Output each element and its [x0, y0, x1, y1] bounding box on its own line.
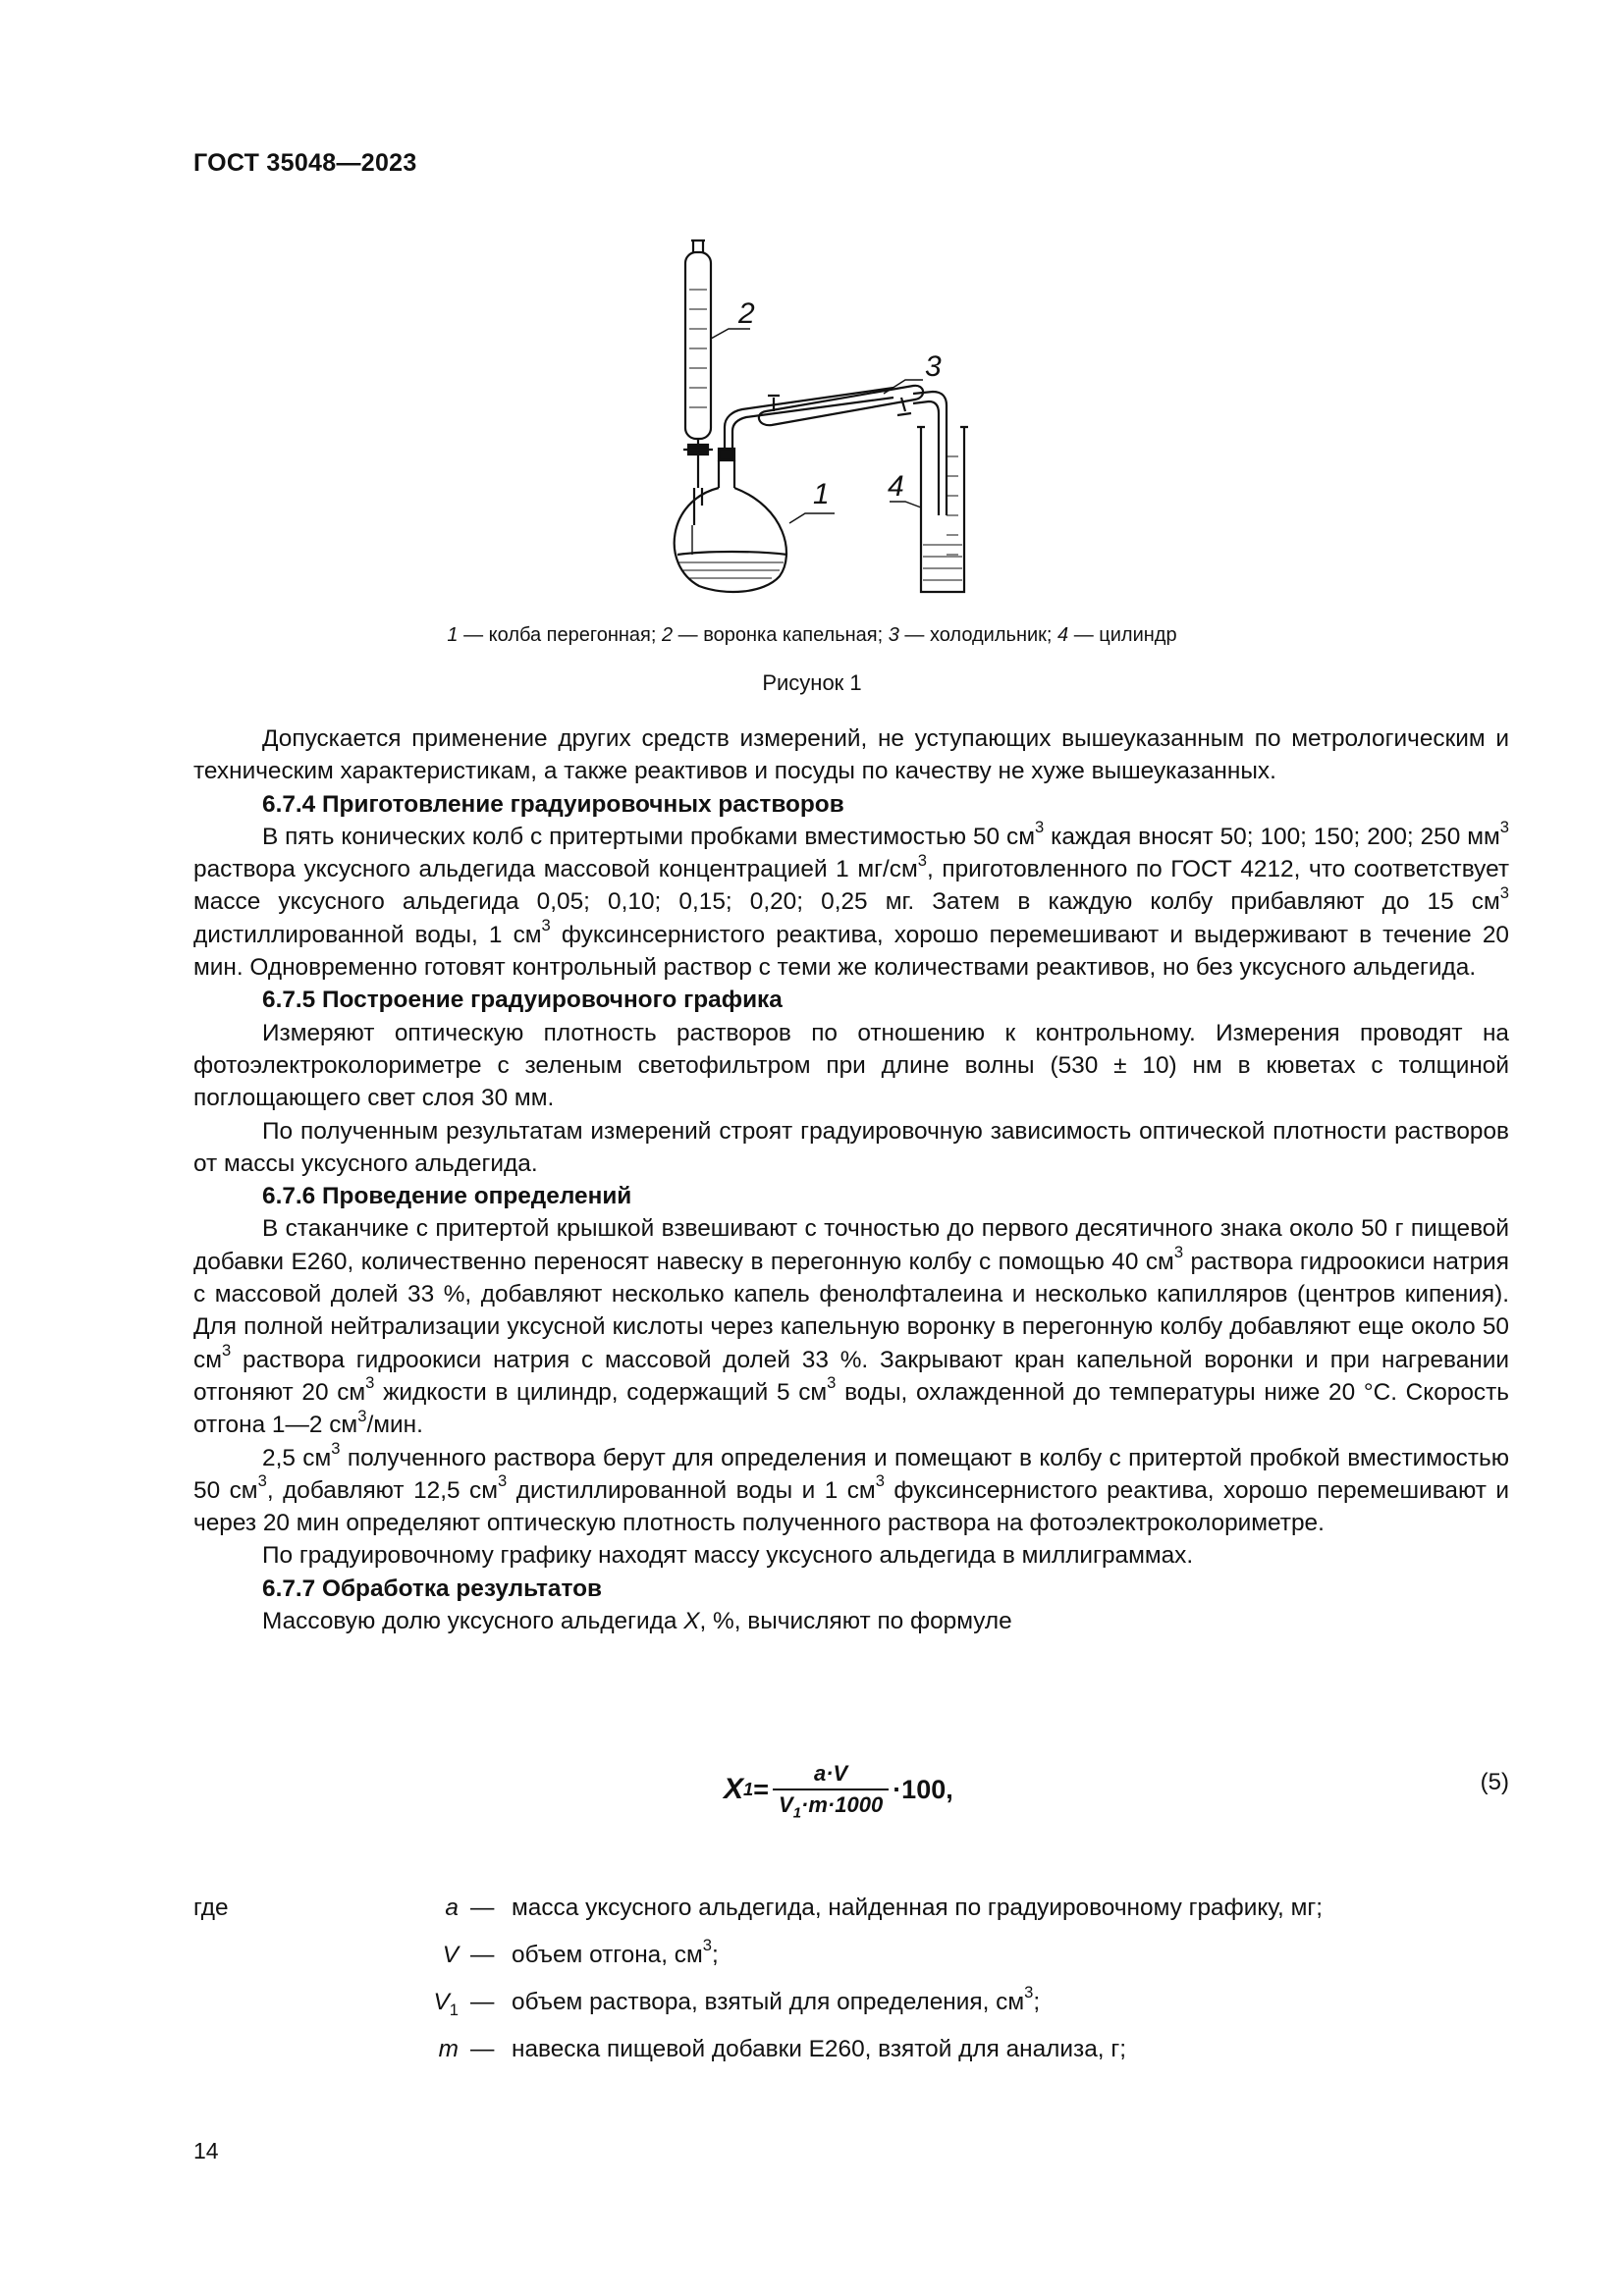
paragraph: В пять конических колб с притертыми пробками вместимостью 50 $см^3$ каждая вносят 50; 100; 150; 200; 250 $мм^3$ раствора уксусного альдегида массовой концентрацией 1 $мг/см^3$, приготовленного по ГОСТ 4212, что соответствует массе уксусного альдегида 0,05; 0,10; 0,15; 0,20; 0,25 мг. Затем в каждую колбу прибавляют до 15 $см^3$ дистиллированной воды, 1 $см^3$ фуксинсернистого реактива, хорошо перемешивают и выдерживают в течение 20 мин. Одновременно готовят контрольный раствор с теми же количествами реактивов, но без уксусного альдегида. [193, 818, 1509, 982]
paragraph: По полученным результатам измерений строят градуировочную зависимость оптической плотности растворов от массы уксусного альдегида. [193, 1117, 1509, 1177]
section-heading: 6.7.5 Построение градуировочного графика [262, 987, 783, 1014]
figure-title: Рисунок 1 [762, 670, 862, 695]
callout-label: 3 [925, 350, 942, 383]
paragraph: В стаканчике с притертой крышкой взвешивают с точностью до первого десятичного знака около 50 г пищевой добавки Е260, количественно переносят навеску в перегонную колбу с помощью 40 $см^3$ раствора гидроокиси натрия с массовой долей 33 %, добавляют несколько капель фенолфталеина и несколько капилляров (центров кипения). Для полной нейтрализации уксусной кислоты через капельную воронку в перегонную колбу добавляют еще около 50 $см^3$ раствора гидроокиси натрия с массовой долей 33 %. Закрывают кран капельной воронки и при нагревании отгоняют 20 $см^3$ жидкости в цилиндр, содержащий 5 $см^3$ воды, охлажденной до температуры ниже 20 °С. Скорость отгона 1—2 $см^3$/мин. [193, 1215, 1509, 1439]
apparatus-drawing [648, 231, 1041, 594]
paragraph: По градуировочному графику находят массу уксусного альдегида в миллиграммах. [262, 1542, 1194, 1570]
callout-label: 4 [888, 470, 904, 503]
definition-row: где a — масса уксусного альдегида, найденная по градуировочному графику, мг; [193, 1895, 1324, 1921]
fraction: $\frac{a\cdot V}{V_1\cdot m\cdot 1000}$ [773, 1761, 889, 1818]
section-heading: 6.7.7 Обработка результатов [262, 1575, 602, 1602]
callout-label: 2 [738, 297, 755, 330]
formula-expression: X 1 = $\frac{a\cdot V}{V_1\cdot m\cdot 1000}$ ·100, [724, 1761, 953, 1822]
paragraph: Измеряют оптическую плотность растворов по отношению к контрольному. Измерения проводят на фотоэлектроколориметре с зеленым светофильтром при длине волны (530 ± 10) нм в кюветах с толщиной поглощающего свет слоя 30 мм. [193, 1019, 1509, 1112]
definition-row: V — объем отгона, $см^3$; [442, 1936, 719, 1968]
definition-row: m — навеска пищевой добавки Е260, взятой для анализа, г; [438, 2036, 1126, 2062]
document-code: ГОСТ 35048—2023 [193, 149, 417, 177]
section-heading: 6.7.6 Проведение определений [262, 1183, 632, 1210]
definition-row: $V_1$ — объем раствора, взятый для определения, $см^3$; [433, 1983, 1041, 2019]
figure-legend: 1 — колба перегонная; 2 — воронка капельная; 3 — холодильник; 4 — цилиндр [447, 624, 1177, 646]
paragraph: 2,5 $см^3$ полученного раствора берут для определения и помещают в колбу с притертой пробкой вместимостью 50 $см^3$, добавляют 12,5 $см^3$ дистиллированной воды и 1 $см^3$ фуксинсернистого реактива, хорошо перемешивают и через 20 мин определяют оптическую плотность полученного раствора на фотоэлектроколориметре. [193, 1438, 1509, 1537]
paragraph: Массовую долю уксусного альдегида X, %, вычисляют по формуле [262, 1608, 1012, 1635]
variable-definitions [193, 1895, 1509, 2083]
page-number: 14 [193, 2138, 219, 2163]
paragraph: Допускается применение других средств измерений, не уступающих вышеуказанным по метрологическим и техническим характеристикам, а также реактивов и посуды по качеству не хуже вышеуказанных. [193, 725, 1509, 785]
formula-5 [193, 1749, 1509, 1857]
equation-number: (5) [1480, 1769, 1509, 1795]
section-heading: 6.7.4 Приготовление градуировочных растворов [262, 790, 844, 818]
distillation-apparatus-figure [648, 231, 1041, 594]
document-body [193, 722, 1509, 1637]
callout-label: 1 [813, 478, 830, 510]
